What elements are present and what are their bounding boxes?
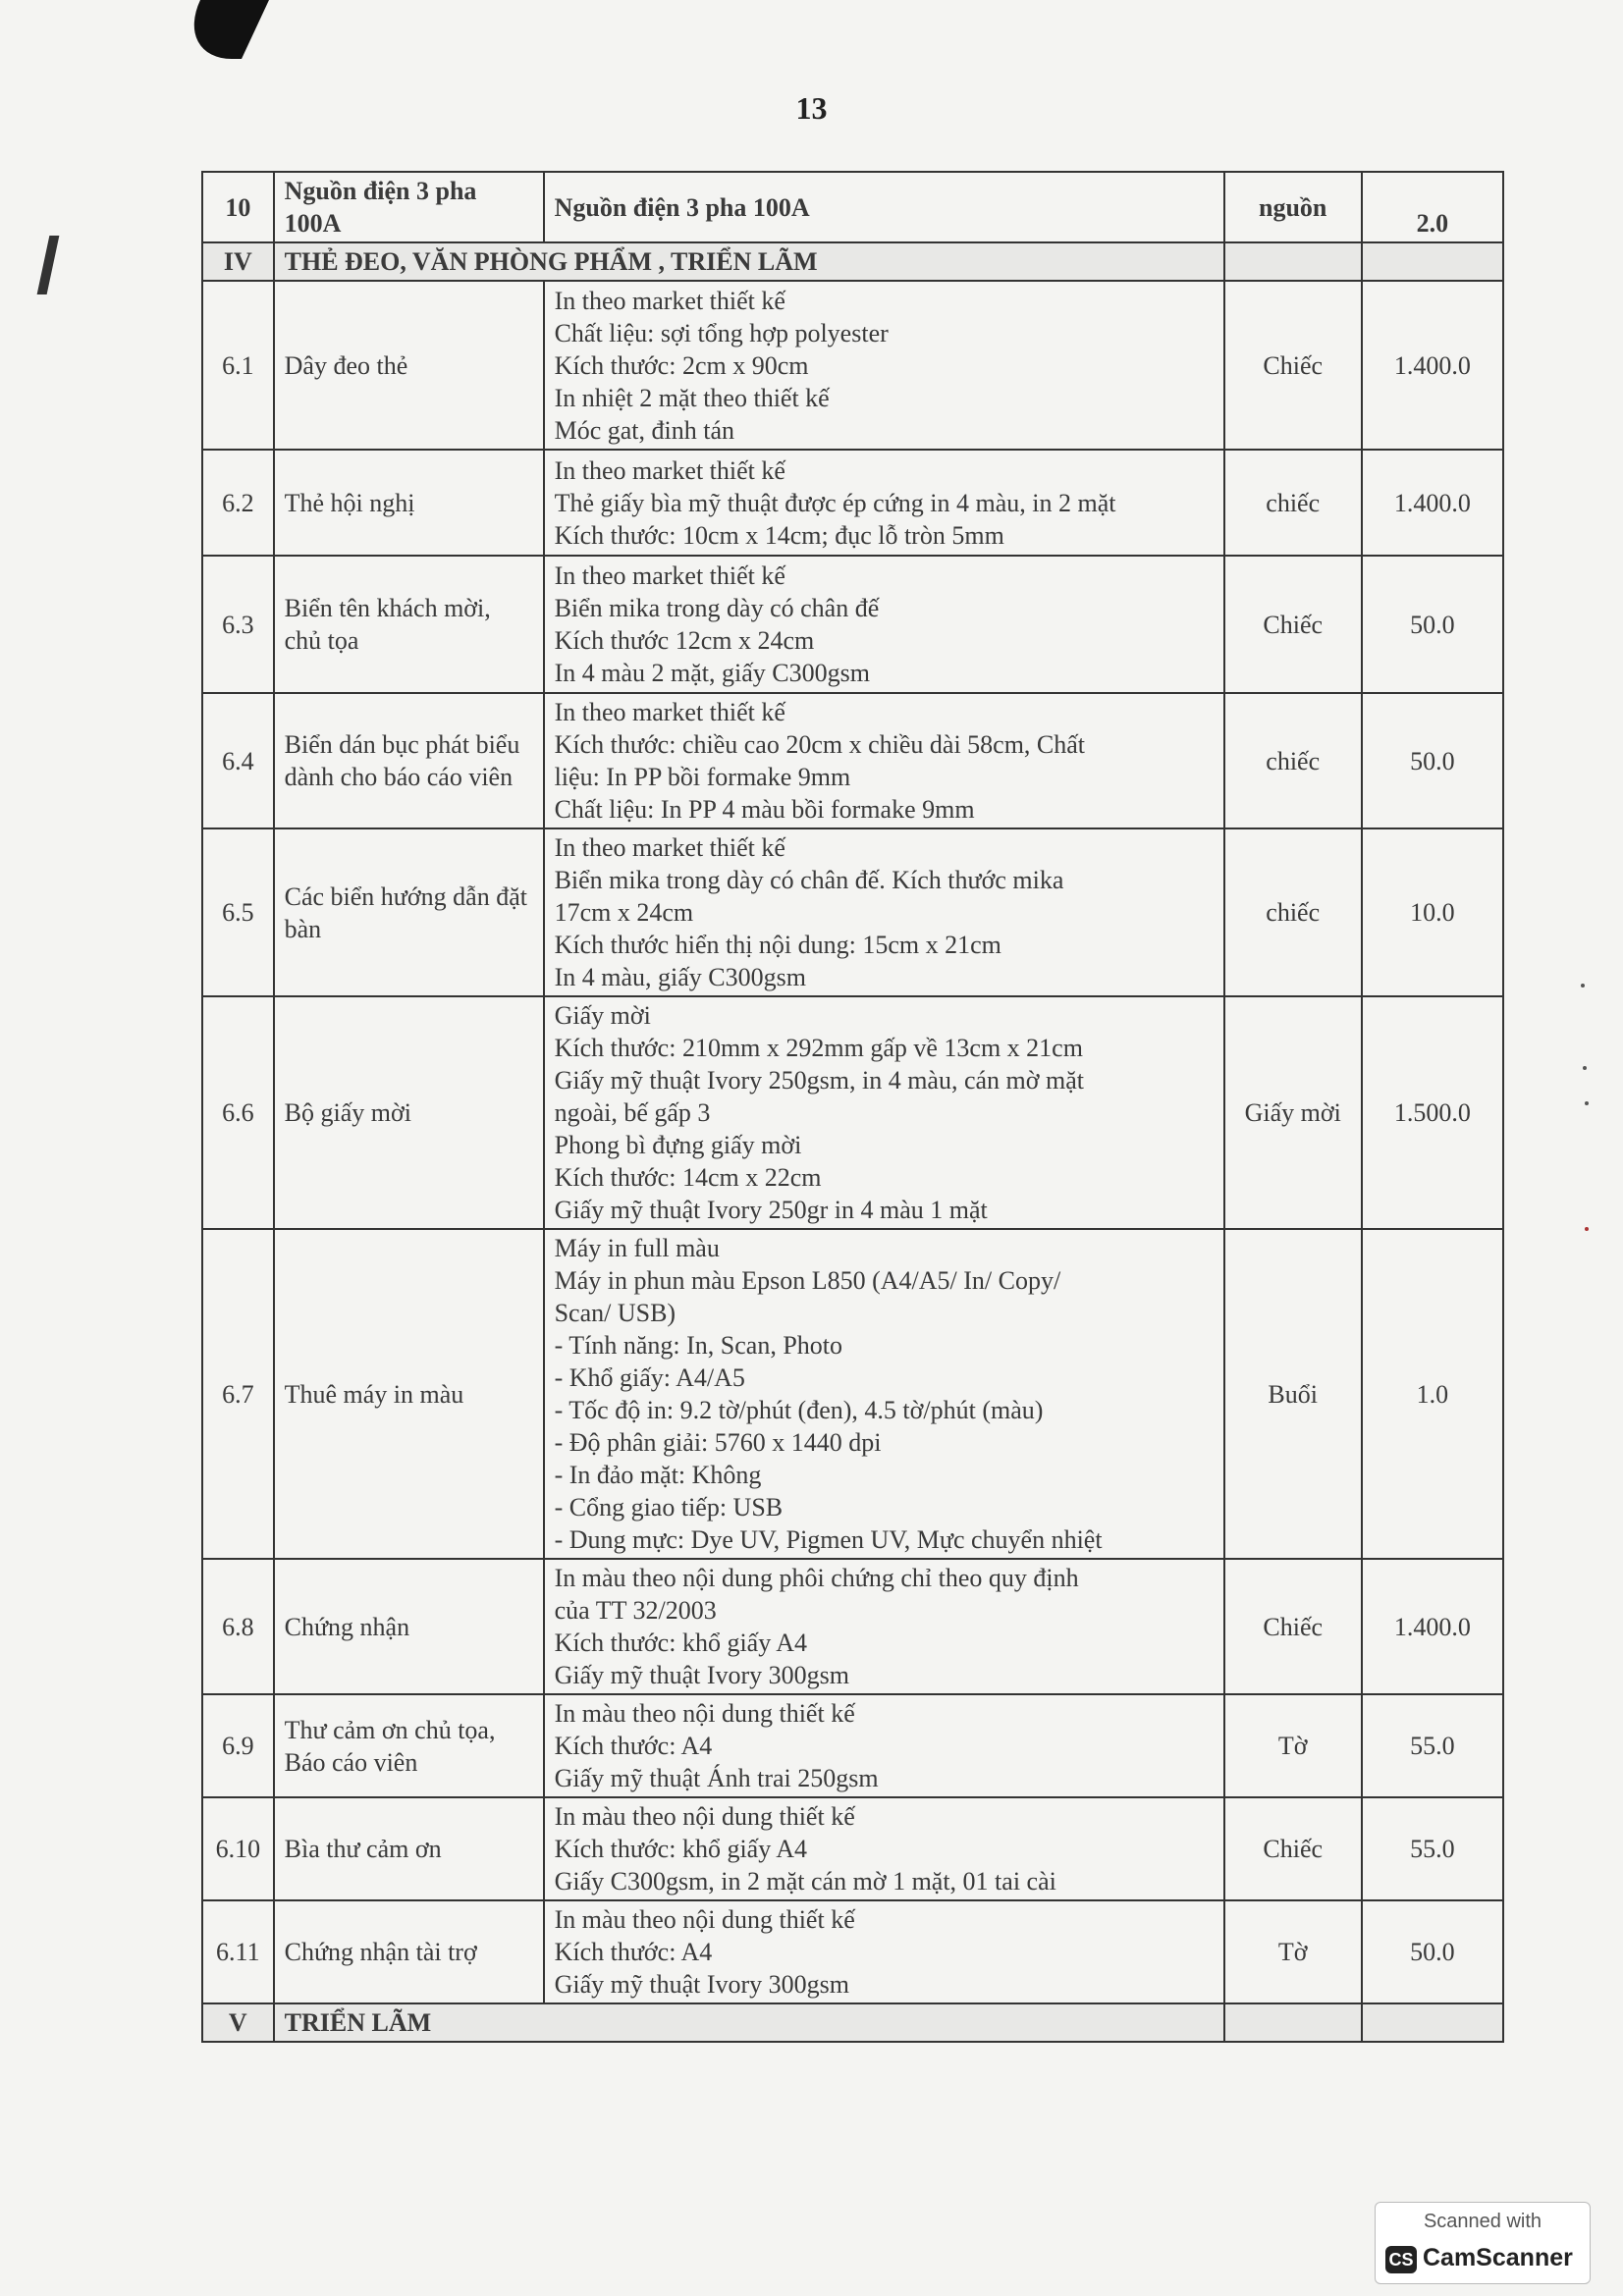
- item-quantity: 1.400.0: [1362, 450, 1503, 556]
- watermark-brand: CamScanner: [1423, 2244, 1573, 2271]
- section-row: [202, 2003, 1503, 2042]
- item-number: 6.2: [202, 450, 274, 556]
- spec-line: Kích thước: 210mm x 292mm gấp về 13cm x 21cm: [554, 1034, 1083, 1062]
- item-unit: chiếc: [1224, 828, 1362, 996]
- spec-line: liệu: In PP bồi formake 9mm: [554, 763, 851, 791]
- spec-line: In màu theo nội dung thiết kế: [554, 1699, 855, 1728]
- empty-cell: [1362, 2003, 1503, 2042]
- spec-line: - Cổng giao tiếp: USB: [554, 1493, 784, 1522]
- item-unit: Chiếc: [1224, 556, 1362, 693]
- item-number: 6.8: [202, 1559, 274, 1694]
- spec-line: Kích thước: 14cm x 22cm: [554, 1163, 822, 1192]
- spec-line: Kích thước 12cm x 24cm: [554, 626, 815, 655]
- camscanner-watermark: [1375, 2202, 1591, 2284]
- table-row: [202, 1559, 1503, 1694]
- spec-line: - Độ phân giải: 5760 x 1440 dpi: [554, 1428, 882, 1457]
- spec-line: Giấy C300gsm, in 2 mặt cán mờ 1 mặt, 01 tai cài: [554, 1867, 1056, 1896]
- table-row: [202, 450, 1503, 556]
- item-quantity: 1.0: [1362, 1229, 1503, 1559]
- item-unit: Chiếc: [1224, 1797, 1362, 1900]
- item-number: 6.4: [202, 693, 274, 828]
- item-unit: chiếc: [1224, 450, 1362, 556]
- section-number: IV: [202, 242, 274, 281]
- item-quantity: 1.500.0: [1362, 996, 1503, 1229]
- spec-line: In theo market thiết kế: [554, 698, 785, 726]
- item-unit: nguồn: [1224, 172, 1362, 242]
- item-spec: [544, 1900, 1224, 2003]
- spec-line: In nhiệt 2 mặt theo thiết kế: [554, 383, 830, 412]
- item-number: 10: [202, 172, 274, 242]
- spec-line: Nguồn điện 3 pha 100A: [554, 192, 810, 222]
- empty-cell: [1224, 242, 1362, 281]
- item-quantity: 1.400.0: [1362, 1559, 1503, 1694]
- item-number: 6.1: [202, 281, 274, 450]
- spec-line: Kích thước: 2cm x 90cm: [554, 350, 809, 380]
- spec-line: của TT 32/2003: [554, 1596, 717, 1625]
- item-unit: Giấy mời: [1224, 996, 1362, 1229]
- scan-edge-mark: [37, 236, 60, 294]
- item-quantity: 1.400.0: [1362, 281, 1503, 450]
- spec-line: Kích thước hiển thị nội dung: 15cm x 21cm: [554, 931, 1001, 959]
- item-name: Biển dán bục phát biểu dành cho báo cáo viên: [274, 693, 544, 828]
- spec-line: Thẻ giấy bìa mỹ thuật được ép cứng in 4 màu, in 2 mặt: [554, 488, 1116, 517]
- item-name: Biển tên khách mời, chủ tọa: [274, 556, 544, 693]
- spec-line: - In đảo mặt: Không: [554, 1461, 762, 1489]
- spec-line: In theo market thiết kế: [554, 561, 785, 590]
- spec-line: Kích thước: khổ giấy A4: [554, 1835, 808, 1863]
- item-spec: [544, 450, 1224, 556]
- item-unit: Chiếc: [1224, 1559, 1362, 1694]
- item-number: 6.9: [202, 1694, 274, 1797]
- item-spec: [544, 556, 1224, 693]
- table-row: [202, 1229, 1503, 1559]
- item-number: 6.5: [202, 828, 274, 996]
- spec-line: Kích thước: 10cm x 14cm; đục lỗ tròn 5mm: [554, 520, 1004, 550]
- camscanner-logo-icon: CS: [1385, 2246, 1417, 2273]
- spec-line: Phong bì đựng giấy mời: [554, 1131, 802, 1159]
- spec-line: - Khổ giấy: A4/A5: [554, 1363, 745, 1392]
- item-quantity: 2.0: [1362, 172, 1503, 242]
- items-table: [201, 171, 1504, 2043]
- item-unit: chiếc: [1224, 693, 1362, 828]
- item-quantity: 55.0: [1362, 1694, 1503, 1797]
- table-row: [202, 281, 1503, 450]
- spec-line: Giấy mỹ thuật Ivory 300gsm: [554, 1970, 849, 1999]
- item-unit: Tờ: [1224, 1694, 1362, 1797]
- item-number: 6.7: [202, 1229, 274, 1559]
- spec-line: Giấy mỹ thuật Ivory 250gsm, in 4 màu, cán mờ mặt: [554, 1066, 1085, 1095]
- item-name: Dây đeo thẻ: [274, 281, 544, 450]
- item-number: 6.11: [202, 1900, 274, 2003]
- spec-line: - Tính năng: In, Scan, Photo: [554, 1331, 843, 1360]
- empty-cell: [1362, 242, 1503, 281]
- item-spec: [544, 828, 1224, 996]
- item-name: Chứng nhận tài trợ: [274, 1900, 544, 2003]
- spec-line: - Tốc độ in: 9.2 tờ/phút (đen), 4.5 tờ/phút (màu): [554, 1396, 1044, 1424]
- item-quantity: 50.0: [1362, 556, 1503, 693]
- section-number: V: [202, 2003, 274, 2042]
- spec-line: Biển mika trong dày có chân đế: [554, 594, 880, 622]
- table-row: [202, 1694, 1503, 1797]
- item-quantity: 50.0: [1362, 1900, 1503, 2003]
- spec-line: In màu theo nội dung phôi chứng chỉ theo quy định: [554, 1564, 1079, 1592]
- item-quantity: 50.0: [1362, 693, 1503, 828]
- spec-line: Kích thước: A4: [554, 1732, 713, 1760]
- spec-line: Chất liệu: sợi tổng hợp polyester: [554, 318, 889, 347]
- spec-line: Chất liệu: In PP 4 màu bồi formake 9mm: [554, 795, 975, 824]
- spec-line: In màu theo nội dung thiết kế: [554, 1905, 855, 1934]
- spec-line: ngoài, bế gấp 3: [554, 1098, 711, 1127]
- table-row: [202, 996, 1503, 1229]
- section-title: THẺ ĐEO, VĂN PHÒNG PHẨM , TRIỂN LÃM: [274, 242, 1224, 281]
- item-spec: [544, 172, 1224, 242]
- item-number: 6.3: [202, 556, 274, 693]
- item-name: Các biển hướng dẫn đặt bàn: [274, 828, 544, 996]
- item-spec: [544, 1559, 1224, 1694]
- spec-line: Kích thước: chiều cao 20cm x chiều dài 58cm, Chất: [554, 730, 1086, 759]
- spec-line: - Dung mực: Dye UV, Pigmen UV, Mực chuyển nhiệt: [554, 1525, 1103, 1554]
- spec-line: Máy in phun màu Epson L850 (A4/A5/ In/ Copy/: [554, 1266, 1061, 1295]
- spec-line: In theo market thiết kế: [554, 286, 785, 315]
- item-spec: [544, 281, 1224, 450]
- spec-line: Kích thước: A4: [554, 1938, 713, 1966]
- table-row: [202, 172, 1503, 242]
- item-quantity: 55.0: [1362, 1797, 1503, 1900]
- spec-line: 17cm x 24cm: [554, 898, 694, 927]
- spec-line: Móc gat, đinh tán: [554, 415, 734, 445]
- item-spec: [544, 1229, 1224, 1559]
- item-name: Thư cảm ơn chủ tọa, Báo cáo viên: [274, 1694, 544, 1797]
- table-row: [202, 1900, 1503, 2003]
- spec-line: Giấy mỹ thuật Ánh trai 250gsm: [554, 1764, 879, 1792]
- table-row: [202, 693, 1503, 828]
- spec-line: In theo market thiết kế: [554, 833, 785, 862]
- item-name: Bộ giấy mời: [274, 996, 544, 1229]
- item-number: 6.6: [202, 996, 274, 1229]
- item-spec: [544, 1694, 1224, 1797]
- spec-line: Máy in full màu: [554, 1234, 720, 1262]
- section-row: [202, 242, 1503, 281]
- spec-line: Kích thước: khổ giấy A4: [554, 1629, 808, 1657]
- scan-speck: [1581, 984, 1585, 988]
- spec-line: In theo market thiết kế: [554, 455, 785, 485]
- item-unit: Chiếc: [1224, 281, 1362, 450]
- item-number: 6.10: [202, 1797, 274, 1900]
- table-row: [202, 556, 1503, 693]
- item-spec: [544, 996, 1224, 1229]
- spec-line: In 4 màu, giấy C300gsm: [554, 963, 806, 991]
- item-spec: [544, 693, 1224, 828]
- item-name: Chứng nhận: [274, 1559, 544, 1694]
- spec-line: Biển mika trong dày có chân đế. Kích thước mika: [554, 866, 1064, 894]
- spec-line: Giấy mỹ thuật Ivory 250gr in 4 màu 1 mặt: [554, 1196, 988, 1224]
- page-number: 13: [795, 90, 828, 126]
- section-title: TRIỂN LÃM: [274, 2003, 1224, 2042]
- item-name: Thuê máy in màu: [274, 1229, 544, 1559]
- scan-edge-shadow: [173, 0, 269, 59]
- item-spec: [544, 1797, 1224, 1900]
- table-row: [202, 1797, 1503, 1900]
- item-name: Thẻ hội nghị: [274, 450, 544, 556]
- scan-speck: [1583, 1066, 1587, 1070]
- item-unit: Buổi: [1224, 1229, 1362, 1559]
- spec-line: Giấy mời: [554, 1001, 651, 1030]
- item-name: Nguồn điện 3 pha 100A: [274, 172, 544, 242]
- item-unit: Tờ: [1224, 1900, 1362, 2003]
- scan-speck: [1585, 1101, 1589, 1105]
- table-row: [202, 828, 1503, 996]
- spec-line: In màu theo nội dung thiết kế: [554, 1802, 855, 1831]
- spec-line: In 4 màu 2 mặt, giấy C300gsm: [554, 659, 870, 687]
- item-quantity: 10.0: [1362, 828, 1503, 996]
- watermark-caption: Scanned with: [1423, 2211, 1542, 2232]
- scan-speck: [1585, 1227, 1589, 1231]
- spec-line: Scan/ USB): [554, 1299, 676, 1327]
- item-name: Bìa thư cảm ơn: [274, 1797, 544, 1900]
- empty-cell: [1224, 2003, 1362, 2042]
- spec-line: Giấy mỹ thuật Ivory 300gsm: [554, 1661, 849, 1689]
